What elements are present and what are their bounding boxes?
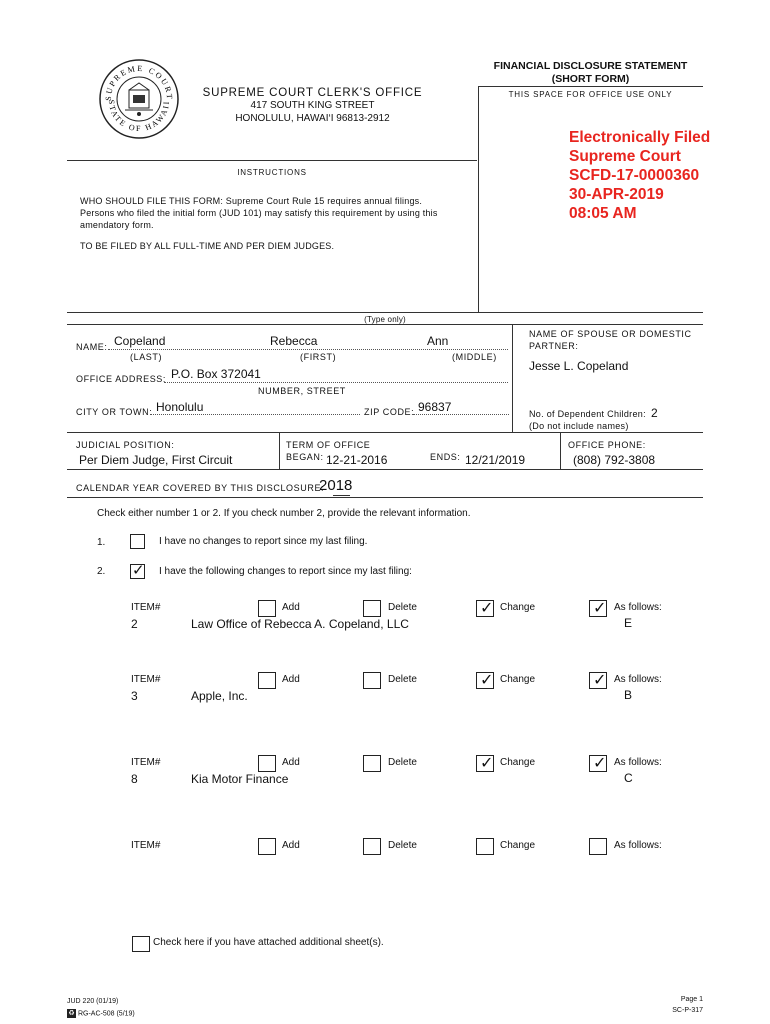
additional-sheets-text: Check here if you have attached additional sheet(s). [153,937,384,948]
item-name[interactable]: Apple, Inc. [191,689,248,703]
address-line1: 417 SOUTH KING STREET [250,100,375,111]
item-as-follows-checkbox[interactable] [589,600,607,617]
office-phone-value[interactable]: (808) 792-3808 [573,453,656,467]
item-as-follows-checkbox[interactable] [589,755,607,772]
item-name[interactable]: Kia Motor Finance [191,772,289,786]
item-add-checkbox[interactable] [258,755,276,772]
item-delete-label: Delete [388,674,417,685]
stamp-line3: SCFD-17-0000360 [569,167,700,184]
judicial-position-label: JUDICIAL POSITION: [76,440,175,450]
option1-number: 1. [97,537,106,548]
option2-checkbox[interactable] [130,561,145,579]
item-delete-label: Delete [388,602,417,613]
instructions-filed-by: TO BE FILED BY ALL FULL-TIME AND PER DIEM JUDGES. [80,241,335,251]
item-add-label: Add [282,840,300,851]
item-follows-value[interactable]: B [624,688,633,702]
instructions-who-line2: Persons who filed the initial form (JUD 101) may satisfy this requirement by using this [80,208,438,218]
item-change-label: Change [500,840,536,851]
stamp-line2: Supreme Court [569,148,681,165]
city-value[interactable]: Honolulu [156,400,204,414]
item-as-follows-label: As follows: [614,757,662,768]
check-mark-icon: ✓ [593,598,607,617]
item-add-label: Add [282,602,300,613]
form-title-line2: (SHORT FORM) [551,73,630,85]
item-label: ITEM# [131,602,161,613]
form-title [478,60,703,86]
name-last-label: (LAST) [130,352,163,362]
spouse-label-line1: NAME OF SPOUSE OR DOMESTIC [529,329,692,339]
item-change-label: Change [500,602,536,613]
dependents-value[interactable]: 2 [651,406,658,420]
option1-checkbox[interactable] [130,534,145,549]
item-as-follows-checkbox[interactable] [589,672,607,689]
item-number[interactable]: 8 [131,772,138,786]
judicial-position-value[interactable]: Per Diem Judge, First Circuit [79,453,233,467]
item-delete-checkbox[interactable] [363,600,381,617]
office-address-label: OFFICE ADDRESS: [76,374,167,384]
check-mark-icon: ✓ [132,561,145,579]
additional-sheets-checkbox[interactable] [132,936,150,952]
footer-page: Page 1 [680,996,703,1003]
option1-text: I have no changes to report since my last filing. [159,536,368,547]
term-ends-label: ENDS: [430,452,461,462]
item-follows-value[interactable]: E [624,616,633,630]
name-middle-value[interactable]: Ann [427,334,449,348]
item-change-label: Change [500,674,536,685]
term-began-label: BEGAN: [286,452,324,462]
name-middle-label: (MIDDLE) [452,352,497,362]
item-number[interactable]: 3 [131,689,138,703]
type-only-note: (Type only) [364,315,406,324]
item-as-follows-label: As follows: [614,840,662,851]
stamp-line4: 30-APR-2019 [569,186,664,203]
item-label: ITEM# [131,840,161,851]
term-label: TERM OF OFFICE [286,440,371,450]
item-label: ITEM# [131,674,161,685]
footer-rg-id: RG-AC-508 (5/19) [77,1010,135,1018]
office-address-sublabel: NUMBER, STREET [258,386,346,396]
check-mark-icon: ✓ [480,753,494,772]
item-delete-label: Delete [388,757,417,768]
stamp-line1: Electronically Filed [569,129,711,146]
instructions-who-line3: amendatory form. [80,220,154,230]
item-as-follows-label: As follows: [614,674,662,685]
item-name[interactable]: Law Office of Rebecca A. Copeland, LLC [191,617,409,631]
footer-form-id: JUD 220 (01/19) [67,998,119,1005]
form-title-line1: FINANCIAL DISCLOSURE STATEMENT [493,60,688,72]
item-add-checkbox[interactable] [258,672,276,689]
item-add-checkbox[interactable] [258,600,276,617]
item-change-checkbox[interactable] [476,838,494,855]
court-seal [98,58,180,140]
option2-number: 2. [97,566,106,577]
electronic-filing-stamp [569,128,719,223]
item-add-label: Add [282,674,300,685]
check-instruction: Check either number 1 or 2. If you check number 2, provide the relevant information. [97,508,471,519]
item-change-checkbox[interactable] [476,672,494,689]
calendar-year-prefix: 20 [319,477,336,494]
item-change-checkbox[interactable] [476,600,494,617]
item-delete-label: Delete [388,840,417,851]
city-label: CITY OR TOWN: [76,407,153,417]
check-mark-icon: ✓ [593,670,607,689]
address-line2: HONOLULU, HAWAI‘I 96813-2912 [235,113,390,124]
footer-rg [67,1009,135,1018]
seal-bottom-text: STATE OF HAWAII [106,99,172,134]
zip-label: ZIP CODE: [364,407,415,417]
calendar-year-value[interactable] [319,477,352,494]
item-change-label: Change [500,757,536,768]
item-delete-checkbox[interactable] [363,755,381,772]
item-follows-value[interactable]: C [624,771,633,785]
term-ends-value[interactable]: 12/21/2019 [465,453,526,467]
instructions-heading: INSTRUCTIONS [237,168,307,177]
recycle-icon: ♻ [68,1010,75,1017]
item-as-follows-label: As follows: [614,602,662,613]
item-delete-checkbox[interactable] [363,672,381,689]
name-label: NAME: [76,342,108,352]
item-change-checkbox[interactable] [476,755,494,772]
office-address-value[interactable]: P.O. Box 372041 [171,367,261,381]
svg-text:STATE OF HAWAII [107,99,171,133]
office-name: SUPREME COURT CLERK'S OFFICE [202,87,423,99]
stamp-line5: 08:05 AM [569,205,637,222]
item-label: ITEM# [131,757,161,768]
option2-text: I have the following changes to report since my last filing: [159,566,412,577]
footer-scp: SC-P-317 [672,1007,703,1014]
item-add-label: Add [282,757,300,768]
name-first-value[interactable]: Rebecca [270,334,318,348]
calendar-year-label: CALENDAR YEAR COVERED BY THIS DISCLOSURE: [76,483,325,493]
dependents-note: (Do not include names) [529,421,629,431]
seal-top-text: SUPREME COURT [103,63,175,102]
check-mark-icon: ✓ [480,598,494,617]
term-began-value[interactable]: 12-21-2016 [326,453,388,467]
item-number[interactable]: 2 [131,617,138,631]
name-last-value[interactable]: Copeland [114,334,166,348]
office-use-label: THIS SPACE FOR OFFICE USE ONLY [508,90,673,99]
item-add-checkbox[interactable] [258,838,276,855]
check-mark-icon: ✓ [593,753,607,772]
spouse-value[interactable]: Jesse L. Copeland [529,359,629,373]
calendar-year-suffix: 18 [335,477,353,494]
item-delete-checkbox[interactable] [363,838,381,855]
dependents-label: No. of Dependent Children: [529,409,646,419]
office-phone-label: OFFICE PHONE: [568,440,646,450]
zip-value[interactable]: 96837 [418,400,452,414]
item-as-follows-checkbox[interactable] [589,838,607,855]
name-first-label: (FIRST) [300,352,337,362]
check-mark-icon: ✓ [480,670,494,689]
spouse-label-line2: PARTNER: [529,341,579,351]
instructions-who-line1: WHO SHOULD FILE THIS FORM: Supreme Court Rule 15 requires annual filings. [80,196,423,206]
